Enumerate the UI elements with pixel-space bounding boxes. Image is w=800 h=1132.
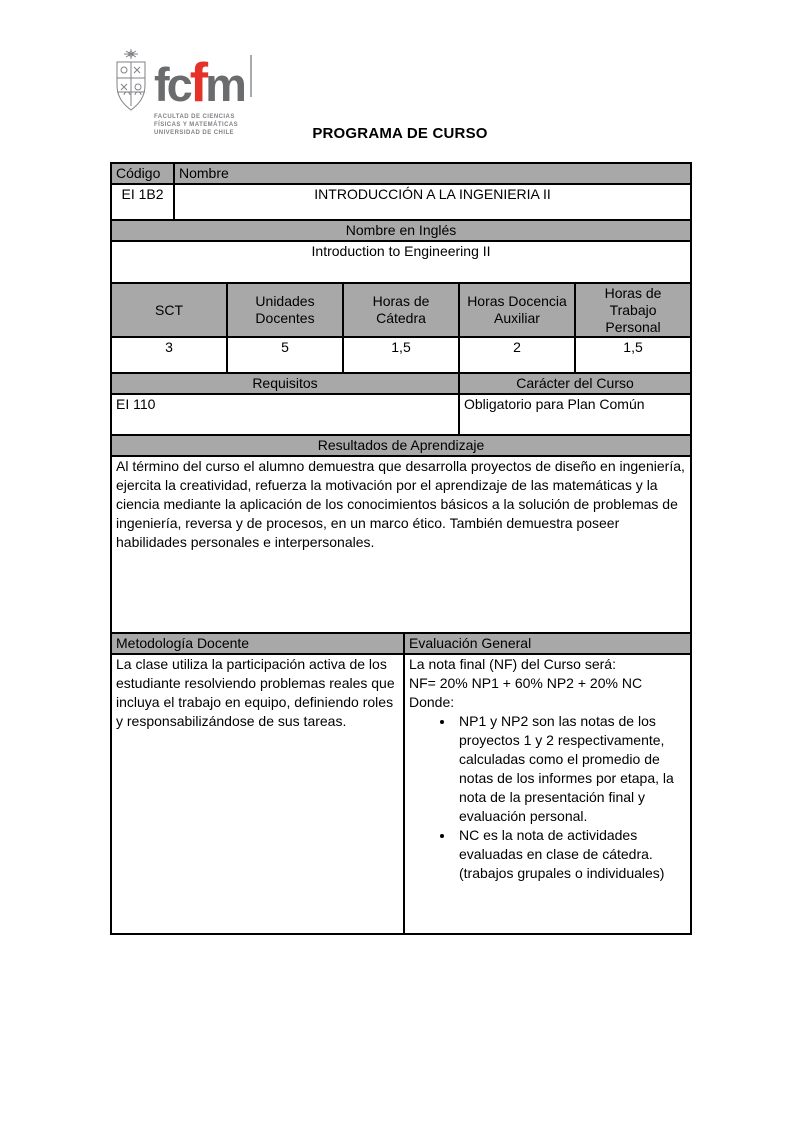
- codigo-label-cell: Código: [111, 163, 174, 184]
- wordmark-bar: [250, 55, 252, 97]
- resultados-label-cell: Resultados de Aprendizaje: [111, 435, 691, 456]
- evaluacion-label-cell: Evaluación General: [404, 633, 691, 654]
- sct-value-cell: 3: [111, 337, 227, 373]
- unidades-docentes-value-cell: 5: [227, 337, 343, 373]
- credit-header-row: [111, 283, 691, 337]
- caracter-value-cell: Obligatorio para Plan Común: [459, 394, 691, 435]
- evaluacion-bullet-nc: • NC es la nota de actividades evaluadas en clase de cátedra. (trabajos grupales o individuales): [455, 826, 686, 883]
- codigo-value-cell: EI 1B2: [111, 184, 174, 220]
- codigo-nombre-header-row: [111, 163, 691, 184]
- logo-caption-line-1: FACULTAD DE CIENCIAS: [154, 114, 235, 120]
- wordmark-letter-c: c: [166, 58, 190, 111]
- requisitos-value-row: [111, 394, 691, 435]
- metodologia-evaluacion-text-row: [111, 654, 691, 934]
- horas-trabajo-personal-header-cell: Horas de Trabajo Personal: [575, 283, 691, 337]
- resultados-text-row: [111, 456, 691, 633]
- uchile-shield-icon: [112, 47, 150, 115]
- metodologia-label-cell: Metodología Docente: [111, 633, 404, 654]
- nombre-value-cell: INTRODUCCIÓN A LA INGENIERIA II: [174, 184, 691, 220]
- sct-header-cell: SCT: [111, 283, 227, 337]
- resultados-text-cell: Al término del curso el alumno demuestra que desarrolla proyectos de diseño en ingeniería, ejercita la creatividad, refuerza la motivación por el aprendizaje de las matemáticas y la ciencia mediante la aplicación de los conocimientos básicos a la solución de problemas de ingeniería, reversa y de procesos, en un marco ético. También demuestra poseer habilidades personales e interpersonales.: [111, 456, 691, 633]
- unidades-docentes-header-cell: Unidades Docentes: [227, 283, 343, 337]
- logo-caption-line-3: UNIVERSIDAD DE CHILE: [154, 130, 235, 136]
- credit-value-row: [111, 337, 691, 373]
- horas-trabajo-personal-value-cell: 1,5: [575, 337, 691, 373]
- evaluacion-bullet-np: • NP1 y NP2 son las notas de los proyectos 1 y 2 respectivamente, calculadas como el promedio de notas de los informes por etapa, la nota de la presentación final y evaluación personal.: [455, 712, 686, 826]
- nombre-label-cell: Nombre: [174, 163, 691, 184]
- requisitos-value-cell: EI 110: [111, 394, 459, 435]
- evaluacion-line-2: NF= 20% NP1 + 60% NP2 + 20% NC: [409, 675, 643, 691]
- codigo-nombre-value-row: [111, 184, 691, 220]
- fcfm-logo: [112, 45, 252, 137]
- evaluacion-bullet-list: [409, 712, 686, 883]
- course-program-table: [110, 162, 692, 935]
- wordmark-letter-f2-red: f: [189, 51, 206, 113]
- horas-docencia-auxiliar-value-cell: 2: [459, 337, 575, 373]
- metodologia-text-cell: La clase utiliza la participación activa de los estudiante resolviendo problemas reales que incluya el trabajo en equipo, definiendo roles y responsabilizándose de sus tareas.: [111, 654, 404, 934]
- requisitos-label-cell: Requisitos: [111, 373, 459, 394]
- evaluacion-text-cell: [404, 654, 691, 934]
- caracter-label-cell: Carácter del Curso: [459, 373, 691, 394]
- nombre-ingles-value-row: [111, 241, 691, 283]
- horas-catedra-header-cell: Horas de Cátedra: [343, 283, 459, 337]
- fcfm-wordmark: [154, 51, 252, 113]
- nombre-ingles-header-row: [111, 220, 691, 241]
- logo-caption-line-2: FÍSICAS Y MATEMÁTICAS: [154, 122, 239, 128]
- page-title: PROGRAMA DE CURSO: [312, 125, 488, 142]
- horas-catedra-value-cell: 1,5: [343, 337, 459, 373]
- horas-docencia-auxiliar-header-cell: Horas Docencia Auxiliar: [459, 283, 575, 337]
- wordmark-letter-m: m: [205, 58, 244, 111]
- evaluacion-line-1: La nota final (NF) del Curso será:: [409, 656, 616, 672]
- nombre-ingles-label-cell: Nombre en Inglés: [111, 220, 691, 241]
- resultados-header-row: [111, 435, 691, 456]
- metodologia-evaluacion-header-row: [111, 633, 691, 654]
- evaluacion-line-3: Donde:: [409, 694, 455, 710]
- requisitos-header-row: [111, 373, 691, 394]
- logo-text-block: [154, 45, 252, 137]
- wordmark-letter-f1: f: [154, 58, 167, 111]
- nombre-ingles-value-cell: Introduction to Engineering II: [111, 241, 691, 283]
